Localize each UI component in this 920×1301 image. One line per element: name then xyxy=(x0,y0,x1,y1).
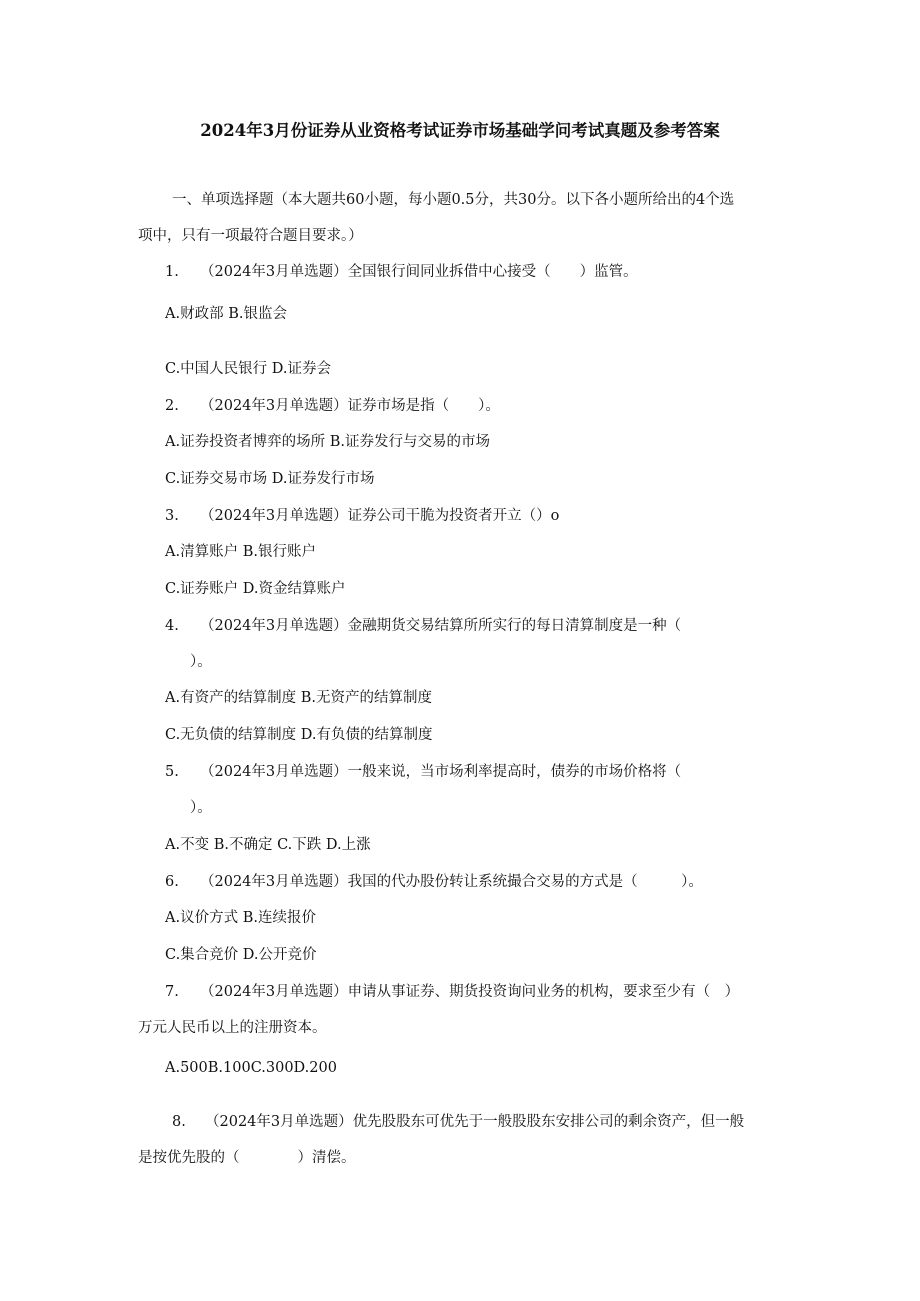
question-text: （2024年3月单选题）申请从事证券、期货投资询问业务的机构，要求至少有（ ） xyxy=(200,984,740,1000)
question-number: 5. xyxy=(165,764,179,780)
question-number: 4. xyxy=(165,618,179,634)
question-option-line: C.证券交易市场 D.证券发行市场 xyxy=(165,471,375,487)
question-number: 2. xyxy=(165,398,179,414)
question-text-continued: 是按优先股的（ ）清偿。 xyxy=(138,1150,356,1166)
question-option-line: C.中国人民银行 D.证券会 xyxy=(165,361,332,377)
question-option-line: C.无负债的结算制度 D.有负债的结算制度 xyxy=(165,727,433,743)
question-text-continued: ）。 xyxy=(190,654,212,670)
question-option-line: C.证券账户 D.资金结算账户 xyxy=(165,581,346,597)
question-text: （2024年3月单选题）全国银行间同业拆借中心接受（ ）监管。 xyxy=(200,264,638,280)
question-option-line: A.有资产的结算制度 B.无资产的结算制度 xyxy=(165,690,432,706)
question-option-line: A.500B.100C.300D.200 xyxy=(165,1060,337,1076)
question-text: （2024年3月单选题）我国的代办股份转让系统撮合交易的方式是（ ）。 xyxy=(200,874,703,890)
document-title: 2024年3月份证券从业资格考试证券市场基础学问考试真题及参考答案 xyxy=(200,121,720,140)
question-number: 7. xyxy=(165,984,179,1000)
section-intro-line-1: 一、单项选择题（本大题共60小题，每小题0.5分，共30分。以下各小题所给出的4个选 xyxy=(172,192,735,208)
question-option-line: A.财政部 B.银监会 xyxy=(165,306,287,322)
question-text: （2024年3月单选题）证券公司干脆为投资者开立（）o xyxy=(200,508,560,524)
question-number: 6. xyxy=(165,874,179,890)
section-intro-line-2: 项中，只有一项最符合题目要求。） xyxy=(138,228,363,244)
question-text: （2024年3月单选题）一般来说，当市场利率提高时，债券的市场价格将（ xyxy=(200,764,682,780)
question-number: 8. xyxy=(172,1114,186,1130)
question-text-continued: ）。 xyxy=(190,800,212,816)
question-number: 3. xyxy=(165,508,179,524)
question-text: （2024年3月单选题）证券市场是指（ ）。 xyxy=(200,398,500,414)
question-option-line: A.清算账户 B.银行账户 xyxy=(165,544,316,560)
question-number: 1. xyxy=(165,264,179,280)
question-text-continued: 万元人民币以上的注册资本。 xyxy=(138,1020,327,1036)
question-text: （2024年3月单选题）金融期货交易结算所所实行的每日清算制度是一种（ xyxy=(200,618,682,634)
question-option-line: A.不变 B.不确定 C.下跌 D.上涨 xyxy=(165,837,371,853)
question-text: （2024年3月单选题）优先股股东可优先于一般股股东安排公司的剩余资产，但一般 xyxy=(205,1114,745,1130)
question-option-line: C.集合竞价 D.公开竞价 xyxy=(165,947,317,963)
question-option-line: A.议价方式 B.连续报价 xyxy=(165,910,316,926)
question-option-line: A.证券投资者博弈的场所 B.证券发行与交易的市场 xyxy=(165,434,490,450)
